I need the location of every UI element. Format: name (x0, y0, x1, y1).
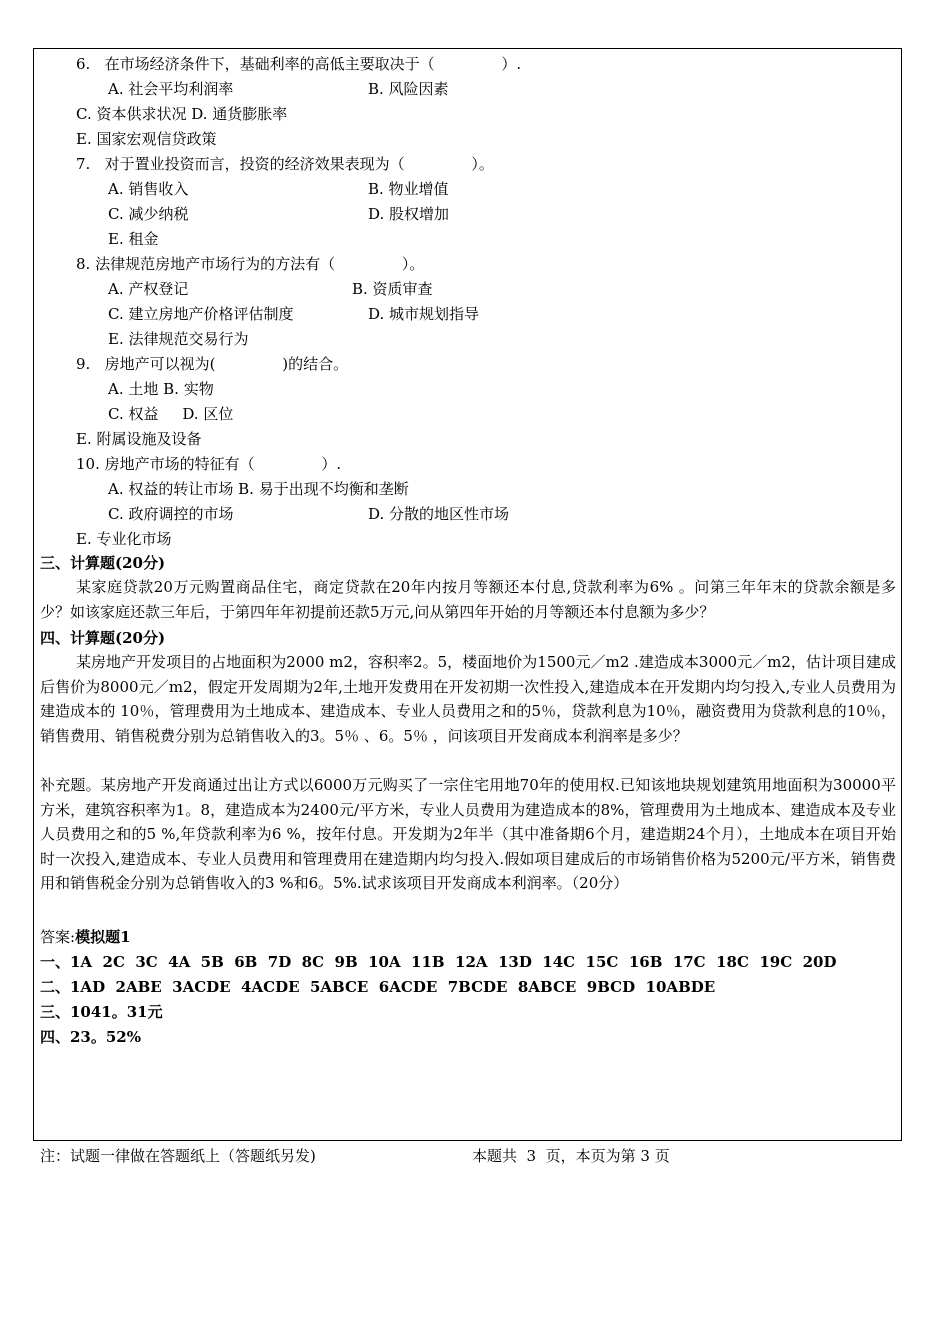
q6-option-e: E. 国家宏观信贷政策 (76, 130, 217, 148)
q7-stem: 7. 对于置业投资而言，投资的经济效果表现为（ ）。 (76, 155, 494, 173)
q7-option-b: B. 物业增值 (368, 180, 449, 198)
answers-label: 答案: (40, 928, 76, 946)
q8-option-b: B. 资质审查 (352, 280, 433, 298)
section4-body: 某房地产开发项目的占地面积为2000 m2，容积率2。5，楼面地价为1500元／m2 .建造成本3000元／m2，估计项目建成后售价为8000元／m2，假定开发周期为2年,土地开发费用在开发初期一次性投入,建造成本在开发期内均匀投入,专业人员费用为建造成本的 10％，管理费用为土地成本、建造成本、专业人员费用之和的5％，贷款利息为10％，融资费用为贷款利息的10％，销售费用、销售税费分别为总销售收入的3。5％ 、6。5％ ，问该项目开发商成本利润率是多少？ (40, 653, 896, 745)
q10-option-d: D. 分散的地区性市场 (368, 505, 510, 523)
answers-line-4: 四、23。52% (40, 1028, 142, 1046)
q7-option-e: E. 租金 (108, 230, 159, 248)
q8-option-a: A. 产权登记 (108, 280, 189, 298)
answers-line-3: 三、1041。31元 (40, 1003, 163, 1021)
q9-option-e: E. 附属设施及设备 (76, 430, 202, 448)
q7-option-c: C. 减少纳税 (108, 205, 189, 223)
q7-option-a: A. 销售收入 (108, 180, 189, 198)
section4-title: 四、计算题(20分) (40, 629, 166, 647)
section3-title: 三、计算题(20分) (40, 554, 166, 572)
q10-option-c: C. 政府调控的市场 (108, 505, 234, 523)
q7-option-d: D. 股权增加 (368, 205, 450, 223)
q10-option-e: E. 专业化市场 (76, 530, 172, 548)
q9-option-cd: C. 权益 D. 区位 (108, 405, 234, 423)
q6-option-cd: C. 资本供求状况 D. 通货膨胀率 (76, 105, 288, 123)
q9-option-ab: A. 土地 B. 实物 (108, 380, 214, 398)
section3-body: 某家庭贷款20万元购置商品住宅，商定贷款在20年内按月等额还本付息,贷款利率为6% 。问第三年年末的贷款余额是多少？如该家庭还款三年后，于第四年年初提前还款5万元,问从第四年开始的月等额还本付息额为多少？ (40, 578, 896, 621)
q8-stem: 8. 法律规范房地产市场行为的方法有（ ）。 (76, 255, 425, 273)
q10-option-ab: A. 权益的转让市场 B. 易于出现不均衡和垄断 (108, 480, 409, 498)
q6-stem: 6. 在市场经济条件下，基础利率的高低主要取决于（ ）. (76, 55, 522, 73)
q9-stem: 9. 房地产可以视为( )的结合。 (76, 355, 349, 373)
answers-line-1: 一、1A 2C 3C 4A 5B 6B 7D 8C 9B 10A 11B 12A 13D 14C 15C 16B 17C 18C 19C 20D (40, 953, 837, 971)
q8-option-c: C. 建立房地产价格评估制度 (108, 305, 294, 323)
answers-line-2: 二、1AD 2ABE 3ACDE 4ACDE 5ABCE 6ACDE 7BCDE 8ABCE 9BCD 10ABDE (40, 978, 716, 996)
footer-pages: 本题共 3 页，本页为第 3 页 (472, 1147, 670, 1165)
answers-title: 模拟题1 (75, 928, 131, 946)
supplement-body: 补充题。某房地产开发商通过出让方式以6000万元购买了一宗住宅用地70年的使用权.已知该地块规划建筑用地面积为30000平方米，建筑容积率为1。8，建造成本为2400元/平方米，专业人员费用为建造成本的8%，管理费用为土地成本、建造成本及专业人员费用之和的5 %,年贷款利率为6 %，按年付息。开发期为2年半（其中准备期6个月，建造期24个月），土地成本在项目开始时一次投入,建造成本、专业人员费用和管理费用在建造期内均匀投入.假如项目建成后的市场销售价格为5200元/平方米，销售费用和销售税金分别为总销售收入的3 %和6。5%.试求该项目开发商成本利润率。（20分） (40, 776, 896, 892)
answers-header (40, 927, 131, 947)
q8-option-e: E. 法律规范交易行为 (108, 330, 249, 348)
q6-option-b: B. 风险因素 (368, 80, 449, 98)
footer-note: 注：试题一律做在答题纸上（答题纸另发) (40, 1147, 316, 1165)
q10-stem: 10. 房地产市场的特征有（ ）. (76, 455, 342, 473)
q8-option-d: D. 城市规划指导 (368, 305, 480, 323)
q6-option-a: A. 社会平均利润率 (108, 80, 234, 98)
